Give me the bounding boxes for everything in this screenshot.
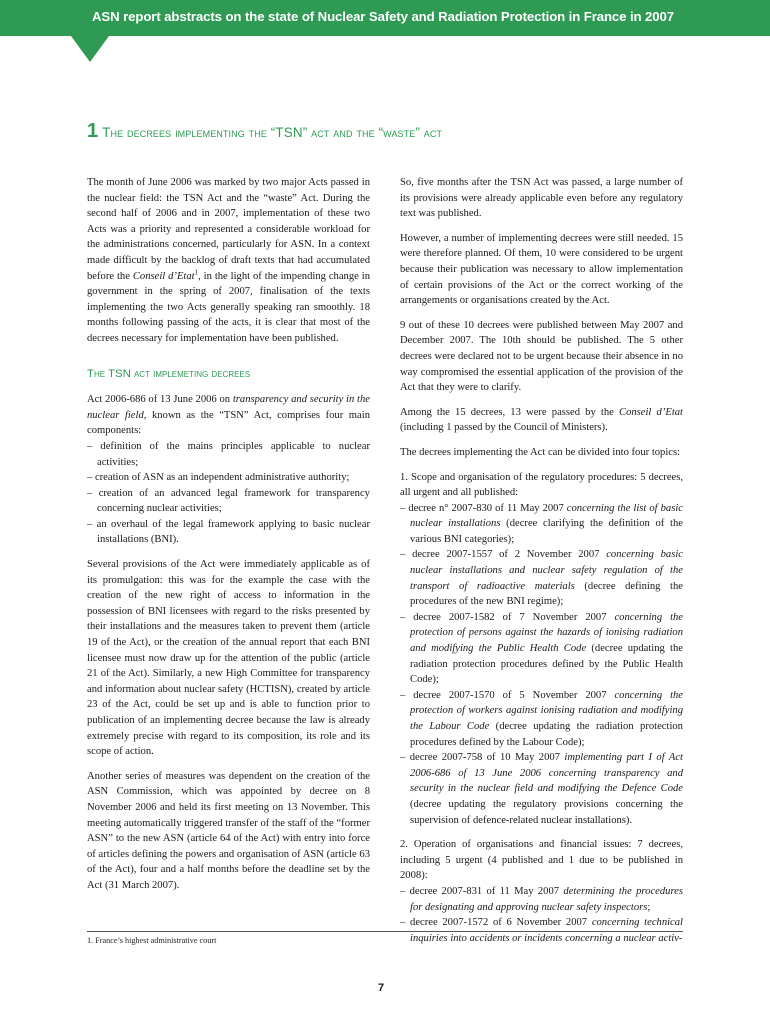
paragraph: The decrees implementing the Act can be divided into four topics:: [400, 446, 681, 458]
list-item: – decree 2007-1582 of 7 November 2007 concerning the protection of persons against the hazards of ionising radiation and modifying the Public Health Code (decree updating the radiation protection procedures defined by the Public Health Code);: [400, 610, 683, 688]
paragraph: So, five months after the TSN Act was passed, a large number of its provisions were already applicable even before any regulatory text was published.: [400, 177, 683, 220]
section-number: 1: [87, 120, 99, 142]
list-item: – decree n° 2007-830 of 11 May 2007 concerning the list of basic nuclear installations (decree clarifying the definition of the various BNI categories);: [400, 501, 683, 548]
subheading: The TSN act implemeting decrees: [87, 367, 251, 380]
components-list: [87, 439, 370, 548]
list-item: – decree 2007-758 of 10 May 2007 implementing part I of Act 2006-686 of 13 June 2006 concerning transparency and security in the nuclear field and modifying the Defence Code (decree updating the regulatory provisions concerning the supervision of defence-related nuclear installations).: [400, 750, 683, 828]
list-item: – decree 2007-1557 of 2 November 2007 concerning basic nuclear installations and nuclear safety regulation of the transport of radioactive materials (decree defining the procedures of the new BNI regime);: [400, 547, 683, 609]
paragraph: The month of June 2006 was marked by two major Acts passed in the nuclear field: the TSN Act and the “waste” Act. During the second half of 2006 and in 2007, implementation of these two Acts was a priority and represented a considerable workload for the administrations concerned, particularly for ASN. In a context made difficult by the backlog of draft texts that had accumulated before the Conseil d’Etat$^1$, in the light of the impending change in government in the spring of 2007, finalisation of the texts implementing the two Acts generally speaking ran smoothly. 18 months following passing of the acts, it is clear that most of the decrees necessary for implementation have been published.: [87, 177, 370, 344]
decree-list: [400, 501, 683, 828]
left-column: [87, 175, 370, 903]
paragraph: However, a number of implementing decrees were still needed. 15 were therefore planned. Of them, 10 were considered to be urgent because their publication was necessary to allow implementation of certain provisions of the Act or the correct working of the arrangements or organisations created by the Act.: [400, 232, 683, 307]
list-item: – decree 2007-1570 of 5 November 2007 concerning the protection of workers against ionising radiation and modifying the Labour Code (decree updating the radiation protection procedures defined by the Labour Code);: [400, 688, 683, 750]
right-column: [400, 175, 683, 955]
decree-list: [400, 884, 683, 946]
header-bar: [0, 0, 770, 36]
footnote: 1. France’s highest administrative court: [87, 936, 217, 945]
section-title: The decrees implementing the “TSN” act and the “waste” act: [102, 125, 443, 140]
header-tab-triangle: [71, 36, 109, 62]
paragraph: Several provisions of the Act were immediately applicable as of its promulgation: this was for the example the case with the creation of the new right of access to information in the possession of BNI licensees with regard to the risks presented by their installations and the measures taken to prevent them (article 19 of the Act), or the creation of the annual report that each BNI licensee must now draw up for the attention of the public (article 21 of the Act). Similarly, a new High Committee for transparency and information about nuclear safety (HCTISN), created by article 23 of the Act, could be set up and is able to function prior to publication of an implementing decree because the law is already extremely precise with regard to its composition, its role and its scope of action.: [87, 559, 370, 758]
paragraph: 9 out of these 10 decrees were published between May 2007 and December 2007. The 10th should be published. The 5 other decrees were declared not to be urgent because their absence in no way compromised the essential application of the provision of the Act that they were to clarify.: [400, 319, 683, 394]
report-title: ASN report abstracts on the state of Nuclear Safety and Radiation Protection in France in 2007: [92, 9, 674, 24]
topic-heading: 1. Scope and organisation of the regulatory procedures: 5 decrees, all urgent and all published:: [400, 471, 683, 499]
footnote-ref: 1: [194, 268, 199, 277]
section-heading: [87, 120, 687, 143]
list-item: – definition of the mains principles applicable to nuclear activities;: [87, 439, 370, 470]
footnote-divider: [87, 931, 683, 932]
list-item: – decree 2007-1572 of 6 November 2007 concerning technical inquiries into accidents or incidents concerning a nuclear activ-: [400, 915, 683, 946]
list-item: – creation of an advanced legal framework for transparency concerning nuclear activities;: [87, 486, 370, 517]
paragraph: Among the 15 decrees, 13 were passed by the Conseil d’Etat (including 1 passed by the Council of Ministers).: [400, 406, 683, 434]
list-item: – decree 2007-831 of 11 May 2007 determining the procedures for designating and approving nuclear safety inspectors;: [400, 884, 683, 915]
paragraph: Another series of measures was dependent on the creation of the ASN Commission, which was appointed by decree on 8 November 2006 and held its first meeting on 13 November. This meeting automatically triggered transfer of the staff of the “former ASN” to the new ASN (article 64 of the Act) with entry into force of articles defining the powers and organisation of ASN (article 63 of the Act), four and a half months before the deadline set by the Act (31 March 2007).: [87, 770, 370, 891]
list-item: – an overhaul of the legal framework applying to basic nuclear installations (BNI).: [87, 517, 370, 548]
list-item: – creation of ASN as an independent administrative authority;: [87, 470, 370, 486]
page-number: 7: [378, 982, 385, 994]
topic-heading: 2. Operation of organisations and financial issues: 7 decrees, including 5 urgent (4 published and 1 due to be published in 2008):: [400, 839, 683, 882]
paragraph: Act 2006-686 of 13 June 2006 on transparency and security in the nuclear field, known as the “TSN” Act, comprises four main components:: [87, 394, 370, 437]
